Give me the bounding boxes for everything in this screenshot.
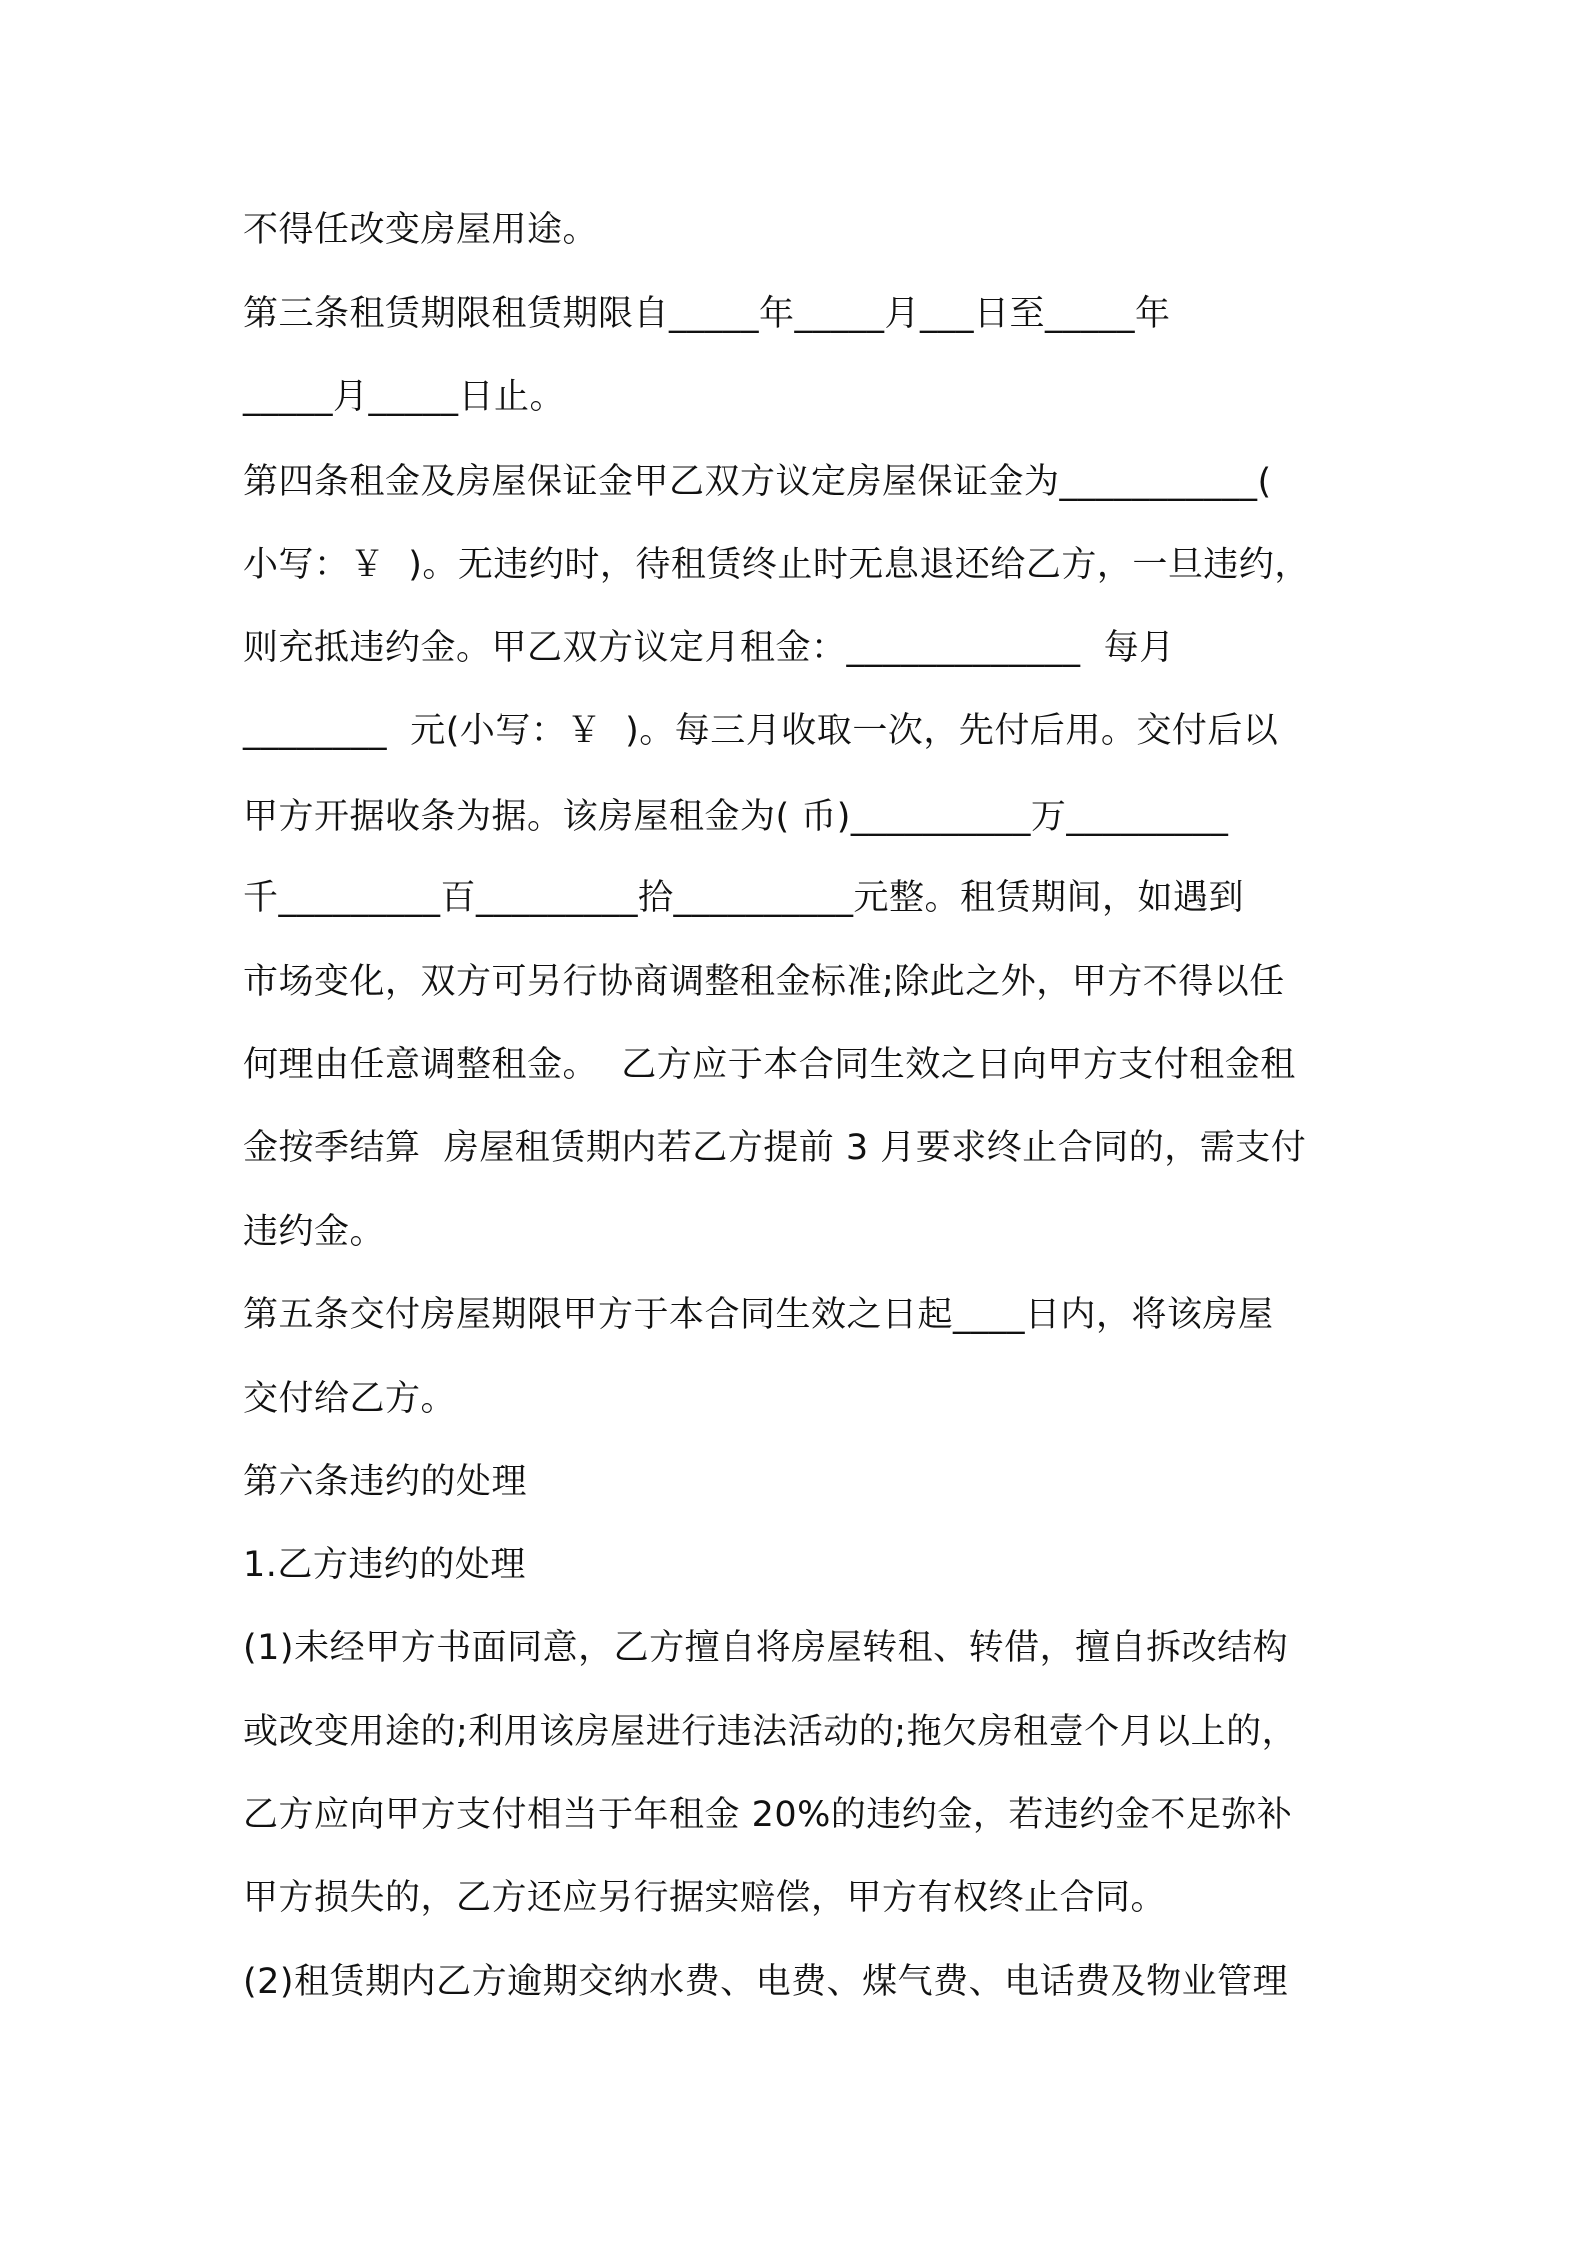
text-line: 则充抵违约金。甲乙双方议定月租金：_____________ 每月	[243, 628, 1175, 668]
text-line: (1)未经甲方书面同意，乙方擅自将房屋转租、转借，擅自拆改结构	[243, 1628, 1289, 1668]
text-line: 千_________百_________拾__________元整。租赁期间，如遇到	[243, 878, 1245, 918]
text-line: (2)租赁期内乙方逾期交纳水费、电费、煤气费、电话费及物业管理	[243, 1962, 1289, 2002]
text-line: 或改变用途的;利用该房屋进行违法活动的;拖欠房租壹个月以上的，	[243, 1712, 1298, 1752]
text-line: 何理由任意调整租金。 乙方应于本合同生效之日向甲方支付租金租	[243, 1045, 1296, 1085]
text-line: 市场变化，双方可另行协商调整租金标准;除此之外，甲方不得以任	[243, 962, 1285, 1002]
text-line: 第四条租金及房屋保证金甲乙双方议定房屋保证金为___________(	[243, 462, 1272, 502]
text-line: 1.乙方违约的处理	[243, 1545, 526, 1585]
text-line: 交付给乙方。	[243, 1379, 457, 1419]
text-line: 小写：￥ )。无违约时，待租赁终止时无息退还给乙方，一旦违约，	[243, 545, 1310, 585]
text-line: 违约金。	[243, 1212, 386, 1252]
text-line: 甲方开据收条为据。该房屋租金为( 币)__________万_________	[243, 797, 1229, 837]
text-line: 第六条违约的处理	[243, 1462, 528, 1502]
text-line: 第五条交付房屋期限甲方于本合同生效之日起____日内，将该房屋	[243, 1295, 1274, 1335]
text-line: 乙方应向甲方支付相当于年租金 20%的违约金，若违约金不足弥补	[243, 1795, 1293, 1835]
text-line: 第三条租赁期限租赁期限自_____年_____月___日至_____年	[243, 294, 1171, 334]
text-line: 金按季结算 房屋租赁期内若乙方提前 3 月要求终止合同的，需支付	[243, 1128, 1307, 1168]
text-line: 甲方损失的，乙方还应另行据实赔偿，甲方有权终止合同。	[243, 1878, 1167, 1918]
text-line: 不得任改变房屋用途。	[243, 210, 599, 250]
text-line: _____月_____日止。	[243, 377, 566, 417]
text-line: ________ 元(小写：￥ )。每三月收取一次，先付后用。交付后以	[243, 711, 1279, 751]
